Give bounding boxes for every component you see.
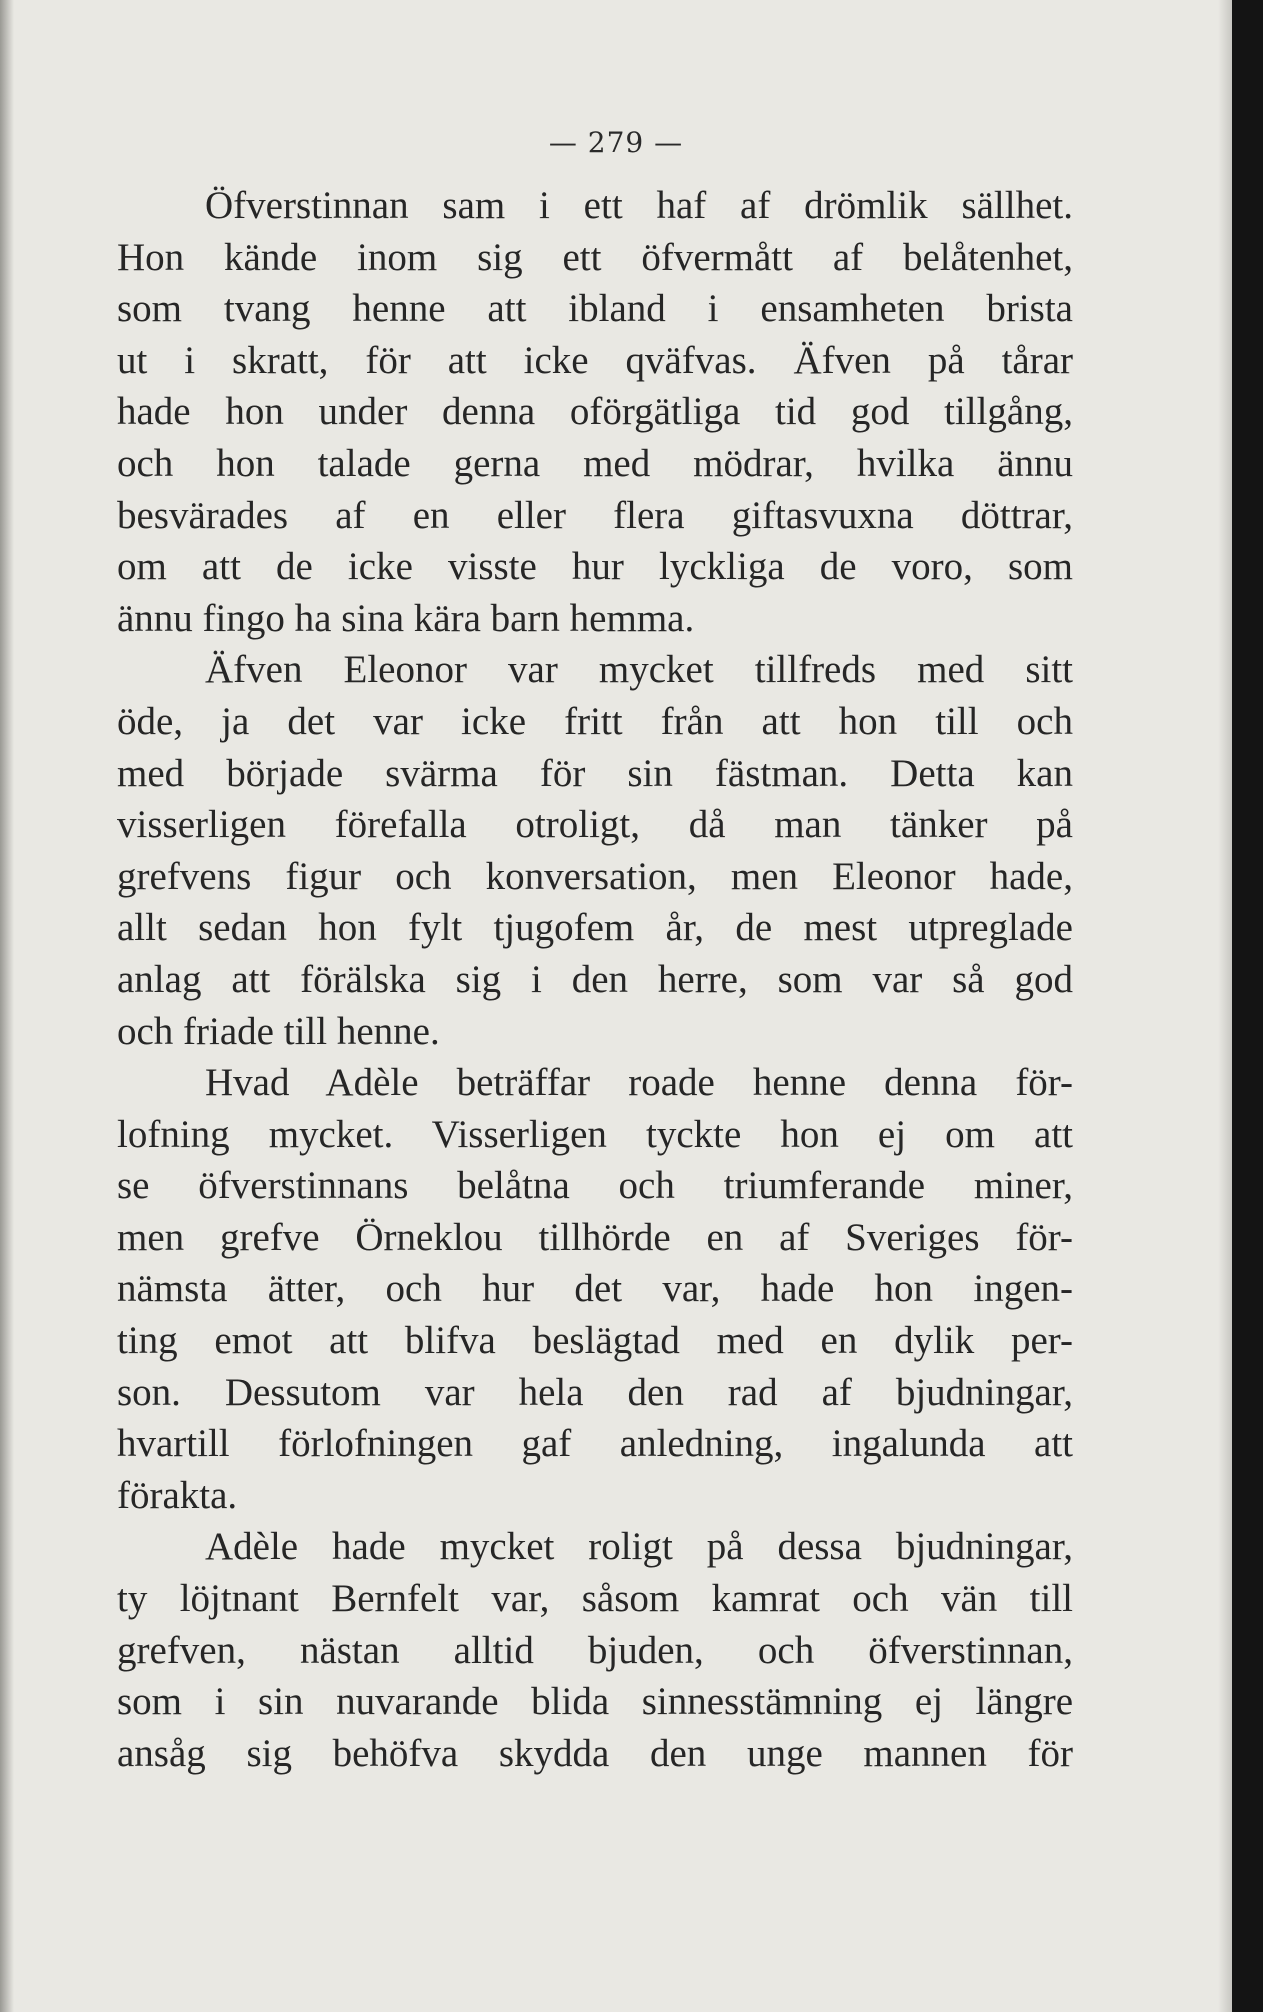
text-line: med började svärma för sin fästman. Detta kan	[117, 751, 1073, 795]
text-line: ting emot att blifva beslägtad med en dylik per-	[117, 1319, 1073, 1363]
text-line: ut i skratt, för att icke qväfvas. Äfven på tårar	[117, 338, 1073, 382]
text-line: ty löjtnant Bernfelt var, såsom kamrat och vän till	[117, 1577, 1073, 1621]
text-line: Äfven Eleonor var mycket tillfreds med sitt	[205, 648, 1073, 692]
text-line: och friade till henne.	[117, 1009, 440, 1053]
text-line: ännu fingo ha sina kära barn hemma.	[117, 596, 695, 640]
text-line: och hon talade gerna med mödrar, hvilka ännu	[117, 441, 1073, 485]
text-line: men grefve Örneklou tillhörde en af Sveriges för-	[117, 1215, 1073, 1259]
text-line: visserligen förefalla otroligt, då man tänker på	[117, 803, 1073, 847]
text-line: anlag att förälska sig i den herre, som var så god	[117, 957, 1073, 1001]
text-line: nämsta ätter, och hur det var, hade hon ingen-	[117, 1267, 1073, 1311]
page-gutter-shadow	[0, 0, 14, 2012]
text-line: ansåg sig behöfva skydda den unge mannen för	[117, 1731, 1073, 1775]
page-edge-shadow	[1218, 0, 1232, 2012]
text-line: lofning mycket. Visserligen tyckte hon ej om att	[117, 1112, 1073, 1156]
text-line: öde, ja det var icke fritt från att hon till och	[117, 699, 1073, 743]
text-line: som i sin nuvarande blida sinnesstämning ej längre	[117, 1680, 1073, 1724]
text-line: hvartill förlofningen gaf anledning, ingalunda att	[117, 1422, 1073, 1466]
body-text	[117, 180, 1073, 1779]
text-line: Öfverstinnan sam i ett haf af drömlik sällhet.	[205, 184, 1073, 227]
text-line: Hon kände inom sig ett öfvermått af belåtenhet,	[117, 235, 1073, 279]
text-line: se öfverstinnans belåtna och triumferande miner,	[117, 1164, 1073, 1208]
text-line: besvärades af en eller flera giftasvuxna döttrar,	[117, 493, 1073, 537]
text-line: hade hon under denna oförgätliga tid god tillgång,	[117, 390, 1073, 434]
text-line: Adèle hade mycket roligt på dessa bjudningar,	[205, 1525, 1073, 1569]
text-line: Hvad Adèle beträffar roade henne denna för-	[205, 1061, 1073, 1105]
text-line: son. Dessutom var hela den rad af bjudningar,	[117, 1370, 1073, 1414]
text-line: grefven, nästan alltid bjuden, och öfverstinnan,	[117, 1628, 1073, 1672]
text-line: som tvang henne att ibland i ensamheten brista	[117, 287, 1073, 331]
text-line: grefvens figur och konversation, men Eleonor hade,	[117, 854, 1073, 898]
text-line: förakta.	[117, 1473, 238, 1517]
page-number: — 279 —	[548, 126, 684, 159]
text-line: om att de icke visste hur lyckliga de voro, som	[117, 545, 1073, 589]
text-line: allt sedan hon fylt tjugofem år, de mest utpreglade	[117, 906, 1073, 950]
